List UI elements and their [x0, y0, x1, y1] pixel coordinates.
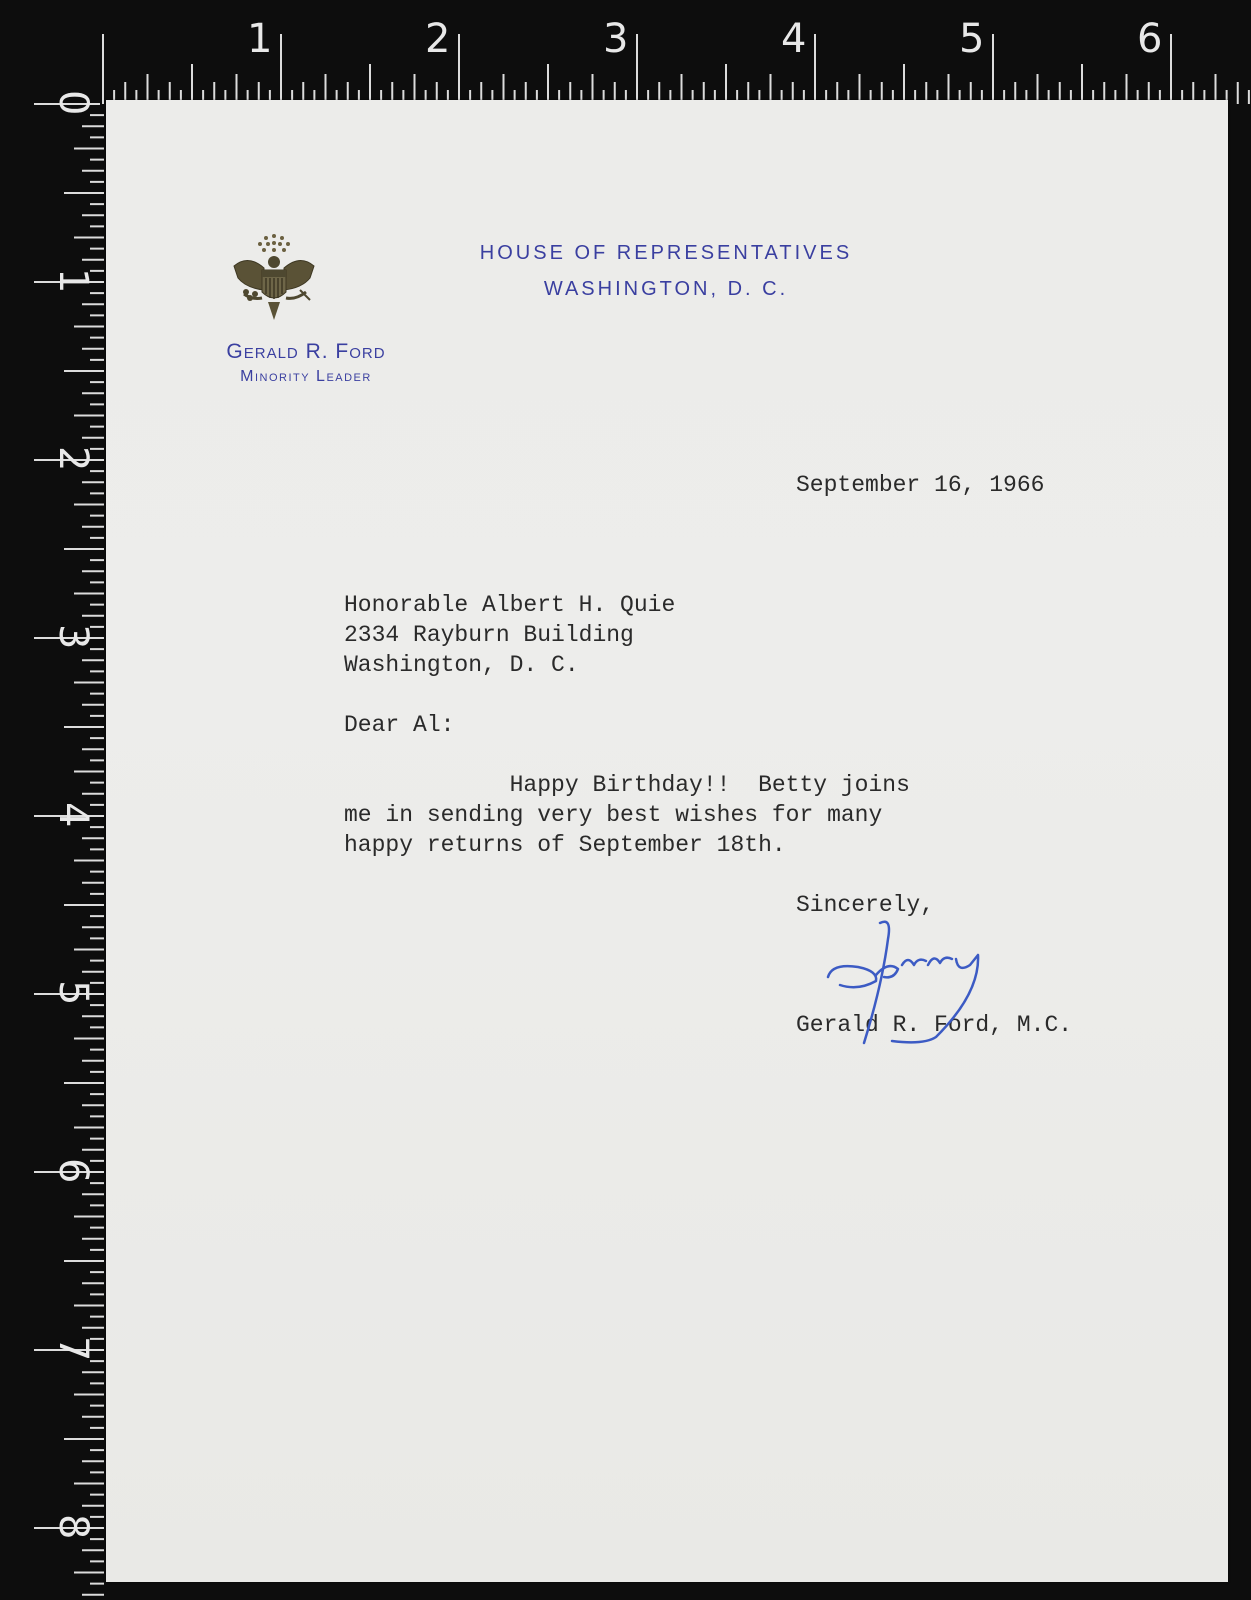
letterhead-title: HOUSE OF REPRESENTATIVES — [479, 242, 853, 264]
body-line: Happy Birthday!! Betty joins — [344, 772, 910, 798]
body-line: me in sending very best wishes for many — [344, 802, 883, 828]
ruler-number: 3 — [50, 624, 96, 650]
typed-signature: Gerald R. Ford, M.C. — [796, 1012, 1073, 1038]
ruler-number: 1 — [50, 268, 96, 294]
salutation: Dear Al: — [344, 712, 455, 738]
ruler-number: 6 — [1137, 16, 1163, 62]
ruler-number: 6 — [50, 1158, 96, 1184]
ruler-number: 2 — [425, 16, 451, 62]
letter-body — [344, 770, 910, 860]
ruler-left-ticks — [0, 0, 106, 1600]
letter-paper — [106, 100, 1228, 1582]
ruler-number: 4 — [781, 16, 807, 62]
ruler-number: 1 — [247, 16, 273, 62]
body-line: happy returns of September 18th. — [344, 832, 786, 858]
ruler-number: 4 — [50, 802, 96, 828]
ruler-number: 7 — [50, 1336, 96, 1362]
closing: Sincerely, — [796, 892, 935, 918]
recipient-address — [344, 590, 675, 680]
ruler-number: 0 — [50, 90, 96, 116]
ruler-left — [0, 0, 106, 1600]
ruler-number: 5 — [50, 980, 96, 1006]
ruler-top-ticks — [100, 0, 1251, 106]
ruler-number: 3 — [603, 16, 629, 62]
letterhead-location: WASHINGTON, D. C. — [543, 278, 789, 300]
ruler-number: 5 — [959, 16, 985, 62]
address-line: Washington, D. C. — [344, 652, 579, 678]
sender-title: Minority Leader — [240, 368, 372, 385]
eagle-seal-icon — [228, 228, 320, 328]
ruler-number: 8 — [50, 1514, 96, 1540]
handwritten-signature — [818, 915, 998, 1055]
ruler-number: 2 — [50, 446, 96, 472]
address-line: Honorable Albert H. Quie — [344, 592, 676, 618]
letter-date: September 16, 1966 — [796, 472, 1045, 498]
ruler-top — [100, 0, 1251, 106]
sender-name: Gerald R. Ford — [226, 340, 386, 363]
address-line: 2334 Rayburn Building — [344, 622, 634, 648]
